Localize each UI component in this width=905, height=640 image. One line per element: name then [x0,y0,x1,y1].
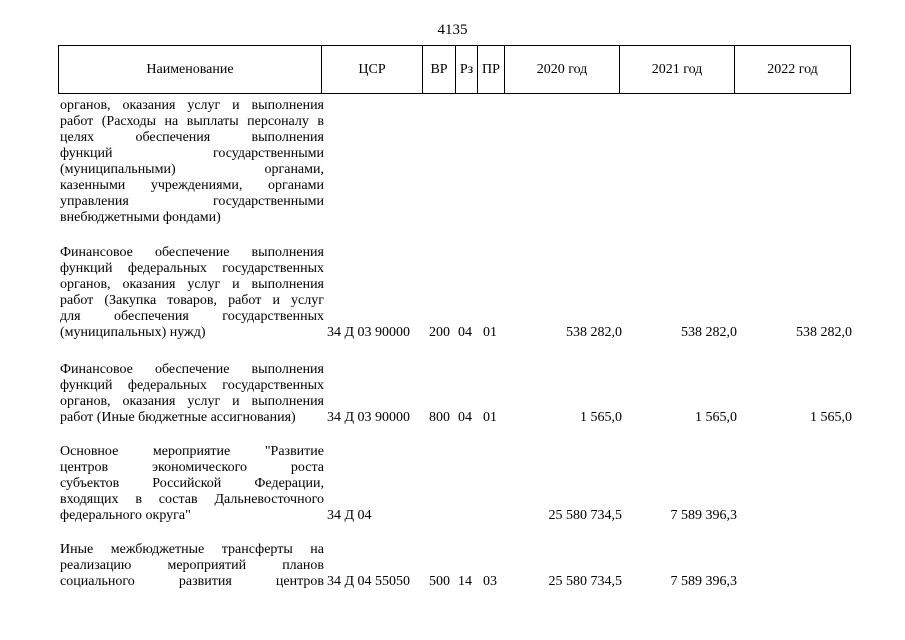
word: государственными [212,146,324,161]
word: центров [60,460,109,475]
row-2020: 25 580 734,5 [548,508,622,523]
row-pr: 03 [483,574,497,589]
word: "Развитие [264,444,324,459]
word: целях [60,130,95,145]
row-vr: 200 [429,325,450,340]
row-rz: 04 [458,325,472,340]
word: (муниципальными) [60,162,176,177]
word: мероприятий [167,558,247,573]
header-2020: 2020 год [505,46,620,93]
word: органами [267,178,324,193]
word: казенными [60,178,126,193]
header-2021: 2021 год [620,46,735,93]
word: Основное [60,444,119,459]
row-2021: 7 589 396,3 [670,508,737,523]
word: Федерации, [254,476,324,491]
row-name-line [60,558,324,574]
row-name-line: входящих в состав Дальневосточного [60,492,324,507]
word: субъектов [60,476,120,491]
header-name: Наименование [59,46,322,93]
header-vr: ВР [423,46,456,93]
word: государственных [222,309,324,324]
row-name-line: Иные межбюджетные трансферты на [60,542,324,557]
word: органами, [264,162,324,177]
row-name-line: Финансовое обеспечение выполнения [60,362,324,377]
row-name [60,542,324,590]
row-name-line: органов, оказания услуг и выполнения [60,277,324,292]
word: социального [60,574,135,589]
header-rz: Рз [456,46,478,93]
row-name-line [60,444,324,460]
row-name [60,362,324,426]
row-name-line [60,146,324,162]
row-vr: 500 [429,574,450,589]
row-2021: 1 565,0 [695,410,737,425]
row-name [60,245,324,341]
row-2022: 1 565,0 [810,410,852,425]
row-name-line [60,574,324,590]
row-name-line: внебюджетными фондами) [60,210,221,225]
word: экономического [152,460,247,475]
row-name-line [60,130,324,146]
word: обеспечения [114,309,189,324]
row-name-line [60,162,324,178]
row-name-line [60,476,324,492]
word: центров [275,574,324,589]
word: реализацию [60,558,132,573]
row-csr: 34 Д 04 [327,508,372,523]
row-name-line: работ (Иные бюджетные ассигнования) [60,410,296,425]
row-csr: 34 Д 04 55050 [327,574,411,589]
row-vr: 800 [429,410,450,425]
row-2022: 538 282,0 [796,325,852,340]
word: для [60,309,81,324]
row-name-line: органов, оказания услуг и выполнения [60,98,324,113]
row-pr: 01 [483,410,497,425]
row-name [60,444,324,524]
row-name-line [60,194,324,210]
row-name-line [60,309,324,325]
word: мероприятие [152,444,231,459]
row-name-line: (муниципальных) нужд) [60,325,206,340]
row-name-line: работ (Закупка товаров, работ и услуг [60,293,324,308]
header-pr: ПР [478,46,505,93]
word: управления [60,194,129,209]
row-name-line: работ (Расходы на выплаты персоналу в [60,114,324,129]
word: учреждениями, [150,178,243,193]
row-name [60,98,324,226]
word: функций [60,146,113,161]
row-name-line [60,178,324,194]
word: роста [290,460,324,475]
word: выполнения [251,130,324,145]
header-2022: 2022 год [767,62,818,77]
row-csr: 34 Д 03 90000 [327,325,411,340]
row-name-line: федерального округа" [60,508,191,523]
row-rz: 14 [458,574,472,589]
row-2020: 538 282,0 [566,325,622,340]
row-2021: 538 282,0 [681,325,737,340]
row-2020: 25 580 734,5 [548,574,622,589]
row-pr: 01 [483,325,497,340]
row-name-line: Финансовое обеспечение выполнения [60,245,324,260]
page-number: 4135 [437,22,468,38]
header-csr: ЦСР [322,46,423,93]
word: обеспечения [135,130,211,145]
word: государственными [212,194,324,209]
row-name-line [60,460,324,476]
table-header [58,45,851,94]
row-csr: 34 Д 03 90000 [327,410,411,425]
row-name-line: функций федеральных государственных [60,378,324,393]
word: Российской [152,476,222,491]
row-name-line: функций федеральных государственных [60,261,324,276]
row-name-line: органов, оказания услуг и выполнения [60,394,324,409]
word: планов [282,558,324,573]
row-2021: 7 589 396,3 [670,574,737,589]
row-rz: 04 [458,410,472,425]
row-2020: 1 565,0 [580,410,622,425]
word: развития [178,574,232,589]
